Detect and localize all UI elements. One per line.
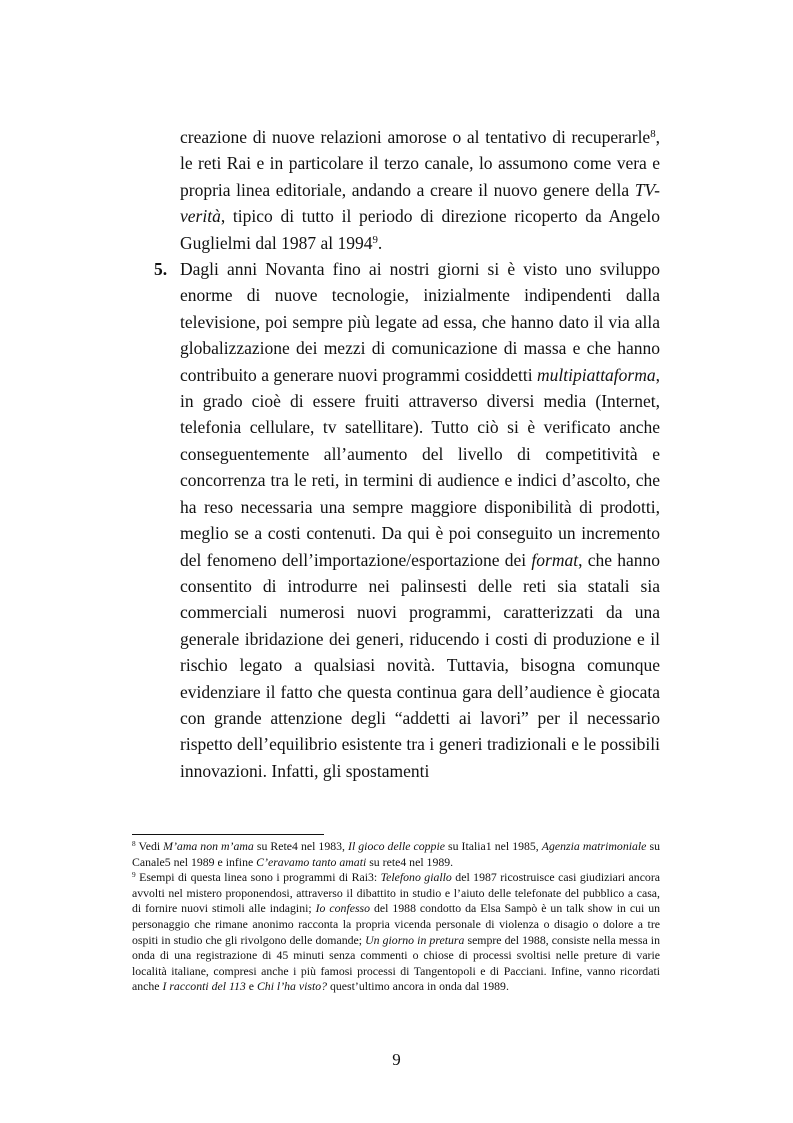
footnote-9: $^9$ Esempi di questa linea sono i programmi di Rai3: Telefono giallo del 1987 ricostruisce casi giudiziari ancora avvolti nel mistero proponendosi, attraverso il dibattito in studio e l’aiuto delle telefonate del pubblico a casa, di fornire nuovi stimoli alle indagini; Io confesso del 1988 condotto da Elsa Sampò è un talk show in cui un personaggio che rimane anonimo racconta la propria vicenda personale di violenza o disagio o dolore a tre ospiti in studio che gli rivolgono delle domande; Un giorno in pretura sempre del 1988, consiste nella messa in onda di una registrazione di 45 minuti senza commenti o chiose di processi svoltisi nelle preture di varie località italiane, compresi anche i più famosi processi di Tangentopoli e di Pacciani. Infine, vanno ricordati anche I racconti del 113 e Chi l’ha visto? quest’ultimo ancora in onda dal 1989. bbox=[132, 870, 660, 994]
footnotes bbox=[132, 839, 660, 995]
body-text bbox=[132, 124, 660, 784]
continued-paragraph: creazione di nuove relazioni amorose o al tentativo di recuperarle$^8$, le reti Rai e in particolare il terzo canale, lo assumono come vera e propria linea editoriale, andando a creare il nuovo genere della TV-verità, tipico di tutto il periodo di direzione ricoperto da Angelo Guglielmi dal 1987 al 1994$^9$. bbox=[180, 127, 660, 253]
footnote-ref-8[interactable]: 8 bbox=[650, 128, 656, 141]
footnote-ref-9[interactable]: 9 bbox=[372, 233, 378, 246]
footnote-separator bbox=[132, 834, 324, 835]
footnote-8: $^8$ Vedi M’ama non m’ama su Rete4 nel 1983, Il gioco delle coppie su Italia1 nel 1985, Agenzia matrimoniale su Canale5 nel 1989 e infine C’eravamo tanto amati su rete4 nel 1989. bbox=[132, 838, 660, 869]
page-number: 9 bbox=[392, 1050, 401, 1069]
list-number: 5. bbox=[154, 259, 168, 280]
footnote-mark: 9 bbox=[132, 870, 136, 880]
footnote-mark: 8 bbox=[132, 838, 136, 848]
list-item-5: 5. Dagli anni Novanta fino ai nostri giorni si è visto uno sviluppo enorme di nuove tecnologie, inizialmente indipendenti dalla televisione, poi sempre più legate ad essa, che hanno dato il via alla globalizzazione dei mezzi di comunicazione di massa e che hanno contribuito a generare nuovi programmi cosiddetti multipiattaforma, in grado cioè di essere fruiti attraverso diversi media (Internet, telefonia cellulare, tv satellitare). Tutto ciò si è verificato anche conseguentemente all’aumento del livello di competitività e concorrenza tra le reti, in termini di audience e indici d’ascolto, che ha reso necessaria una sempre maggiore disponibilità di prodotti, meglio se a costi contenuti. Da qui è poi conseguito un incremento del fenomeno dell’importazione/esportazione dei format, che hanno consentito di introdurre nei palinsesti delle reti sia statali sia commerciali numerosi nuovi programmi, caratterizzati da una generale ibridazione dei generi, riducendo i costi di produzione e il rischio legato a qualsiasi novità. Tuttavia, bisogna comunque evidenziare il fatto che questa continua gara dell’audience è giocata con grande attenzione degli “addetti ai lavori” per il necessario rispetto dell’equilibrio esistente tra i generi tradizionali e le possibili innovazioni. Infatti, gli spostamenti bbox=[132, 256, 660, 784]
